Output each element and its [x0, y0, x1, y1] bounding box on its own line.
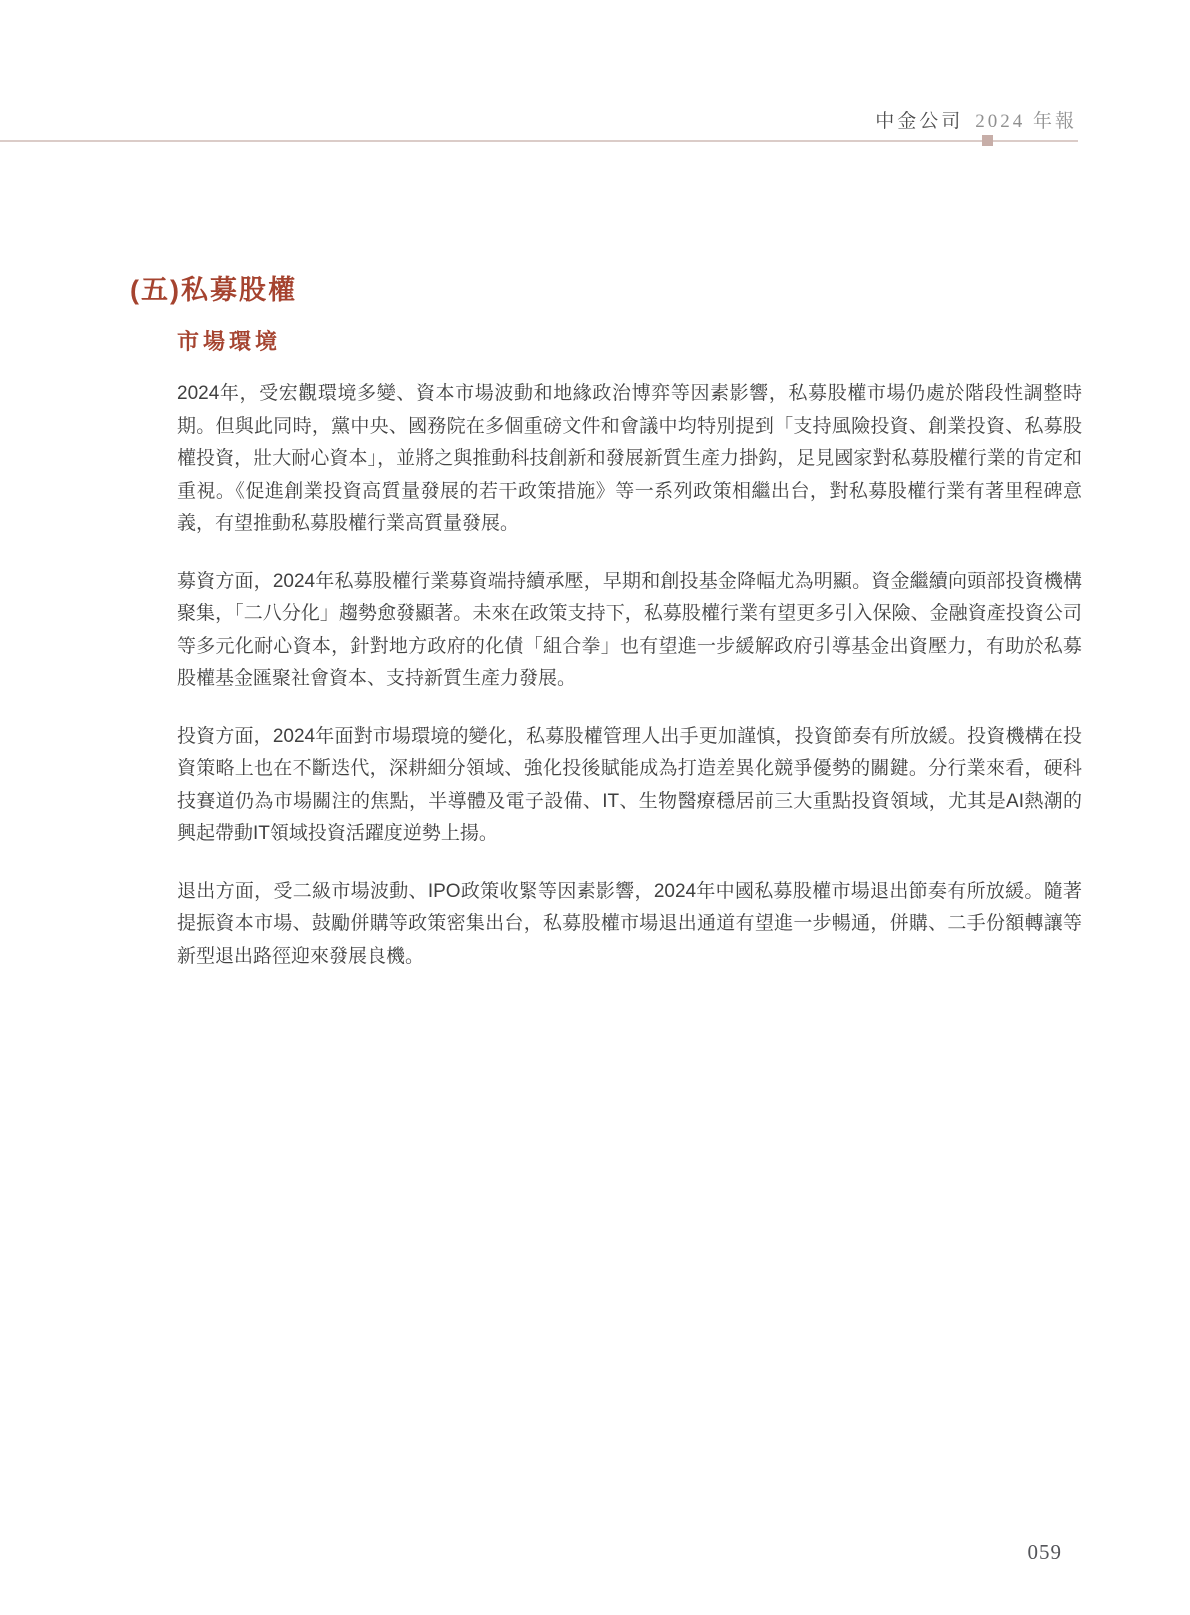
- running-header-report-year: 2024 年報: [975, 111, 1077, 132]
- body-paragraph: 退出方面，受二級市場波動、IPO政策收緊等因素影響，2024年中國私募股權市場退出節奏有所放緩。隨著提振資本市場、鼓勵併購等政策密集出台，私募股權市場退出通道有望進一步暢通，併購、二手份額轉讓等新型退出路徑迎來發展良機。: [177, 880, 1082, 967]
- body-paragraph: 募資方面，2024年私募股權行業募資端持續承壓，早期和創投基金降幅尤為明顯。資金繼續向頭部投資機構聚集，「二八分化」趨勢愈發顯著。未來在政策支持下，私募股權行業有望更多引入保險、金融資產投資公司等多元化耐心資本，針對地方政府的化債「組合拳」也有望進一步緩解政府引導基金出資壓力，有助於私募股權基金匯聚社會資本、支持新質生產力發展。: [177, 570, 1082, 689]
- section-subheading: 市場環境: [177, 329, 282, 354]
- body-paragraph: 2024年，受宏觀環境多變、資本市場波動和地緣政治博弈等因素影響，私募股權市場仍處於階段性調整時期。但與此同時，黨中央、國務院在多個重磅文件和會議中均特別提到「支持風險投資、創業投資、私募股權投資，壯大耐心資本」，並將之與推動科技創新和發展新質生產力掛鈎，足見國家對私募股權行業的肯定和重視。《促進創業投資高質量發展的若干政策措施》等一系列政策相繼出台，對私募股權行業有著里程碑意義，有望推動私募股權行業高質量發展。: [177, 383, 1082, 534]
- page-number: 059: [1027, 1540, 1062, 1564]
- header-rule-line: [0, 140, 1078, 142]
- page-content: [130, 268, 1082, 998]
- running-header-company: 中金公司: [875, 111, 964, 132]
- body-paragraph: 投資方面，2024年面對市場環境的變化，私募股權管理人出手更加謹慎，投資節奏有所放緩。投資機構在投資策略上也在不斷迭代，深耕細分領域、強化投後賦能成為打造差異化競爭優勢的關鍵。分行業來看，硬科技賽道仍為市場關注的焦點，半導體及電子設備、IT、生物醫療穩居前三大重點投資領域，尤其是AI熱潮的興起帶動IT領域投資活躍度逆勢上揚。: [177, 725, 1082, 844]
- header-rule-square-marker: [982, 135, 993, 146]
- running-header: [875, 106, 1077, 133]
- body-text: [177, 378, 1082, 973]
- section-heading: (五)私募股權: [130, 275, 297, 305]
